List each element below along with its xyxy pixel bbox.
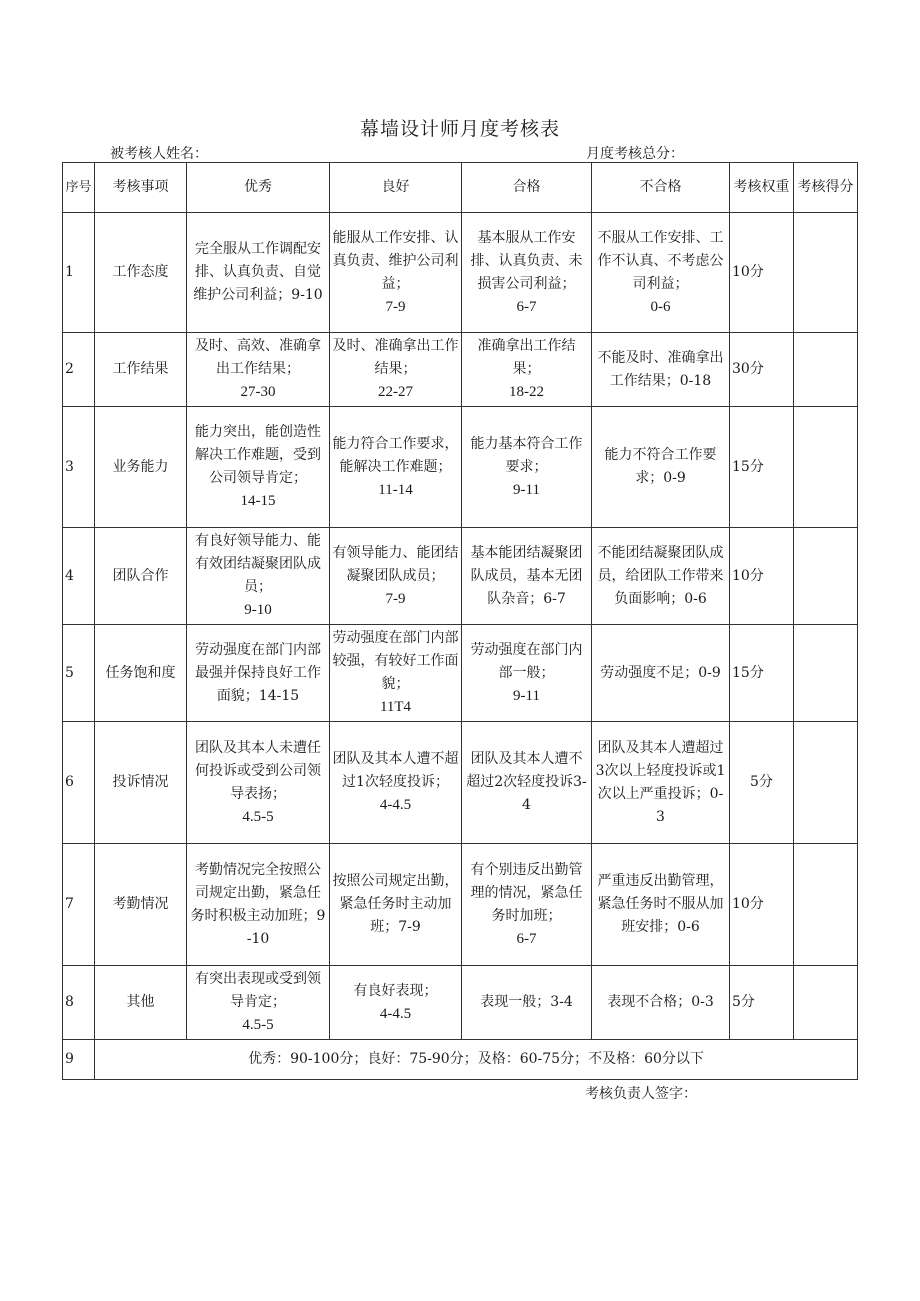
cell-fail: 不能团结凝聚团队成员，给团队工作带来负面影响；0-6 bbox=[592, 528, 730, 625]
cell-text: 有突出表现或受到领导肯定； bbox=[195, 971, 321, 1010]
cell-text: 有领导能力、能团结凝聚团队成员； bbox=[332, 544, 459, 584]
cell-text: 有良好表现； bbox=[353, 982, 438, 999]
cell-text: 及时、高效、准确拿出工作结果； bbox=[195, 338, 321, 377]
cell-weight: 30分 bbox=[730, 333, 794, 407]
cell-score: 4.5-5 bbox=[242, 808, 274, 825]
row-item: 工作态度 bbox=[95, 213, 187, 333]
cell-text: 不服从工作安排、工作不认真、不考虑公司利益； bbox=[597, 229, 724, 292]
row-no: 6 bbox=[63, 722, 95, 844]
cell-score: 7-9 bbox=[385, 298, 406, 315]
cell-text: 团队及其本人遭不超过1次轻度投诉； bbox=[332, 751, 459, 790]
cell-score-input[interactable] bbox=[794, 844, 858, 966]
cell-score: 4-4.5 bbox=[379, 1005, 412, 1022]
cell-pass bbox=[462, 625, 592, 722]
cell-score: 14-15 bbox=[240, 493, 276, 509]
table-row bbox=[63, 213, 858, 333]
table-row bbox=[63, 722, 858, 844]
cell-text: 基本服从工作安排、认真负责、未损害公司利益； bbox=[470, 229, 583, 292]
assessment-table bbox=[62, 162, 858, 1080]
cell-pass bbox=[462, 333, 592, 407]
row-no: 2 bbox=[63, 333, 95, 407]
cell-score: 0-6 bbox=[650, 298, 671, 315]
cell-score-input[interactable] bbox=[794, 966, 858, 1040]
cell-excellent: 考勤情况完全按照公司规定出勤，紧急任务时积极主动加班；9-10 bbox=[187, 844, 330, 966]
cell-good bbox=[330, 333, 462, 407]
cell-score: 9-11 bbox=[513, 687, 540, 704]
cell-score-input[interactable] bbox=[794, 722, 858, 844]
cell-text: 团队及其本人未遭任何投诉或受到公司领导表扬； bbox=[195, 739, 321, 802]
cell-weight: 10分 bbox=[730, 213, 794, 333]
cell-pass bbox=[462, 213, 592, 333]
cell-good bbox=[330, 722, 462, 844]
cell-text: 及时、准确拿出工作结果； bbox=[332, 338, 459, 377]
cell-good bbox=[330, 213, 462, 333]
row-item: 其他 bbox=[95, 966, 187, 1040]
cell-score: 11-14 bbox=[378, 481, 413, 498]
cell-fail: 不能及时、准确拿出工作结果；0-18 bbox=[592, 333, 730, 407]
cell-score-input[interactable] bbox=[794, 528, 858, 625]
total-score-label: 月度考核总分： bbox=[586, 146, 684, 162]
cell-excellent: 完全服从工作调配安排、认真负责、自觉维护公司利益；9-10 bbox=[187, 213, 330, 333]
cell-excellent: 劳动强度在部门内部最强并保持良好工作面貌；14-15 bbox=[187, 625, 330, 722]
cell-excellent bbox=[187, 966, 330, 1040]
cell-good bbox=[330, 407, 462, 528]
cell-score-input[interactable] bbox=[794, 333, 858, 407]
cell-text: 有个别违反出勤管理的情况，紧急任务时加班； bbox=[470, 861, 583, 924]
cell-score: 9-10 bbox=[244, 602, 272, 618]
header-item: 考核事项 bbox=[95, 163, 187, 213]
grading-scale-row bbox=[63, 1040, 858, 1080]
cell-score: 18-22 bbox=[509, 384, 544, 400]
cell-fail: 能力不符合工作要求；0-9 bbox=[592, 407, 730, 528]
cell-score: 7-9 bbox=[385, 590, 406, 607]
cell-text: 能力基本符合工作要求； bbox=[470, 435, 583, 475]
cell-text: 准确拿出工作结果； bbox=[477, 338, 576, 377]
cell-weight: 5分 bbox=[730, 722, 794, 844]
cell-score: 11T4 bbox=[379, 699, 412, 715]
header-excellent: 优秀 bbox=[187, 163, 330, 213]
header-score: 考核得分 bbox=[794, 163, 858, 213]
table-row bbox=[63, 528, 858, 625]
cell-excellent bbox=[187, 407, 330, 528]
cell-weight: 5分 bbox=[730, 966, 794, 1040]
header-weight: 考核权重 bbox=[730, 163, 794, 213]
grading-scale: 优秀：90-100分；良好：75-90分；及格：60-75分；不及格：60分以下 bbox=[95, 1040, 858, 1080]
cell-score: 4-4.5 bbox=[379, 797, 412, 813]
cell-text: 能力突出，能创造性解决工作难题，受到公司领导肯定； bbox=[195, 424, 321, 486]
cell-good: 按照公司规定出勤，紧急任务时主动加班；7-9 bbox=[330, 844, 462, 966]
cell-text: 有良好领导能力、能有效团结凝聚团队成员； bbox=[195, 533, 321, 595]
cell-score: 9-11 bbox=[513, 481, 540, 498]
cell-pass: 表现一般；3-4 bbox=[462, 966, 592, 1040]
cell-good bbox=[330, 528, 462, 625]
cell-weight: 15分 bbox=[730, 625, 794, 722]
cell-excellent bbox=[187, 722, 330, 844]
cell-score: 27-30 bbox=[240, 384, 276, 400]
cell-fail bbox=[592, 213, 730, 333]
cell-score-input[interactable] bbox=[794, 407, 858, 528]
table-row bbox=[63, 844, 858, 966]
cell-pass bbox=[462, 407, 592, 528]
row-item: 投诉情况 bbox=[95, 722, 187, 844]
table-row bbox=[63, 333, 858, 407]
signature-label: 考核负责人签字： bbox=[585, 1086, 697, 1102]
header-fail: 不合格 bbox=[592, 163, 730, 213]
cell-fail: 劳动强度不足；0-9 bbox=[592, 625, 730, 722]
cell-score: 6-7 bbox=[516, 298, 537, 315]
page-title: 幕墙设计师月度考核表 bbox=[359, 118, 560, 140]
row-item: 任务饱和度 bbox=[95, 625, 187, 722]
row-no: 4 bbox=[63, 528, 95, 625]
cell-fail: 表现不合格；0-3 bbox=[592, 966, 730, 1040]
row-no: 7 bbox=[63, 844, 95, 966]
table-row bbox=[63, 625, 858, 722]
header-no: 序号 bbox=[63, 163, 95, 213]
cell-excellent bbox=[187, 528, 330, 625]
cell-score: 4.5-5 bbox=[242, 1017, 274, 1033]
row-item: 业务能力 bbox=[95, 407, 187, 528]
cell-score-input[interactable] bbox=[794, 213, 858, 333]
cell-text: 劳动强度在部门内部较强，有较好工作面貌； bbox=[332, 630, 459, 692]
cell-pass: 基本能团结凝聚团队成员，基本无团队杂音；6-7 bbox=[462, 528, 592, 625]
header-good: 良好 bbox=[330, 163, 462, 213]
examinee-name-label: 被考核人姓名： bbox=[110, 146, 208, 162]
cell-weight: 10分 bbox=[730, 844, 794, 966]
row-item: 考勤情况 bbox=[95, 844, 187, 966]
cell-weight: 15分 bbox=[730, 407, 794, 528]
row-no: 9 bbox=[63, 1040, 95, 1080]
cell-text: 劳动强度在部门内部一般； bbox=[470, 641, 583, 681]
cell-score: 22-27 bbox=[378, 384, 413, 400]
row-no: 3 bbox=[63, 407, 95, 528]
row-no: 5 bbox=[63, 625, 95, 722]
row-item: 团队合作 bbox=[95, 528, 187, 625]
header-row bbox=[63, 163, 858, 213]
cell-text: 能力符合工作要求，能解决工作难题； bbox=[332, 435, 459, 475]
cell-fail: 严重违反出勤管理，紧急任务时不服从加班安排；0-6 bbox=[592, 844, 730, 966]
cell-text: 能服从工作安排、认真负责、维护公司利益； bbox=[332, 229, 459, 292]
cell-fail: 团队及其本人遭超过3次以上轻度投诉或1次以上严重投诉；0-3 bbox=[592, 722, 730, 844]
table-row bbox=[63, 407, 858, 528]
cell-score: 6-7 bbox=[516, 930, 537, 947]
row-item: 工作结果 bbox=[95, 333, 187, 407]
cell-good bbox=[330, 966, 462, 1040]
row-no: 8 bbox=[63, 966, 95, 1040]
cell-good bbox=[330, 625, 462, 722]
header-pass: 合格 bbox=[462, 163, 592, 213]
table-row bbox=[63, 966, 858, 1040]
cell-score-input[interactable] bbox=[794, 625, 858, 722]
cell-pass bbox=[462, 844, 592, 966]
cell-excellent bbox=[187, 333, 330, 407]
cell-weight: 10分 bbox=[730, 528, 794, 625]
cell-pass: 团队及其本人遭不超过2次轻度投诉3-4 bbox=[462, 722, 592, 844]
row-no: 1 bbox=[63, 213, 95, 333]
